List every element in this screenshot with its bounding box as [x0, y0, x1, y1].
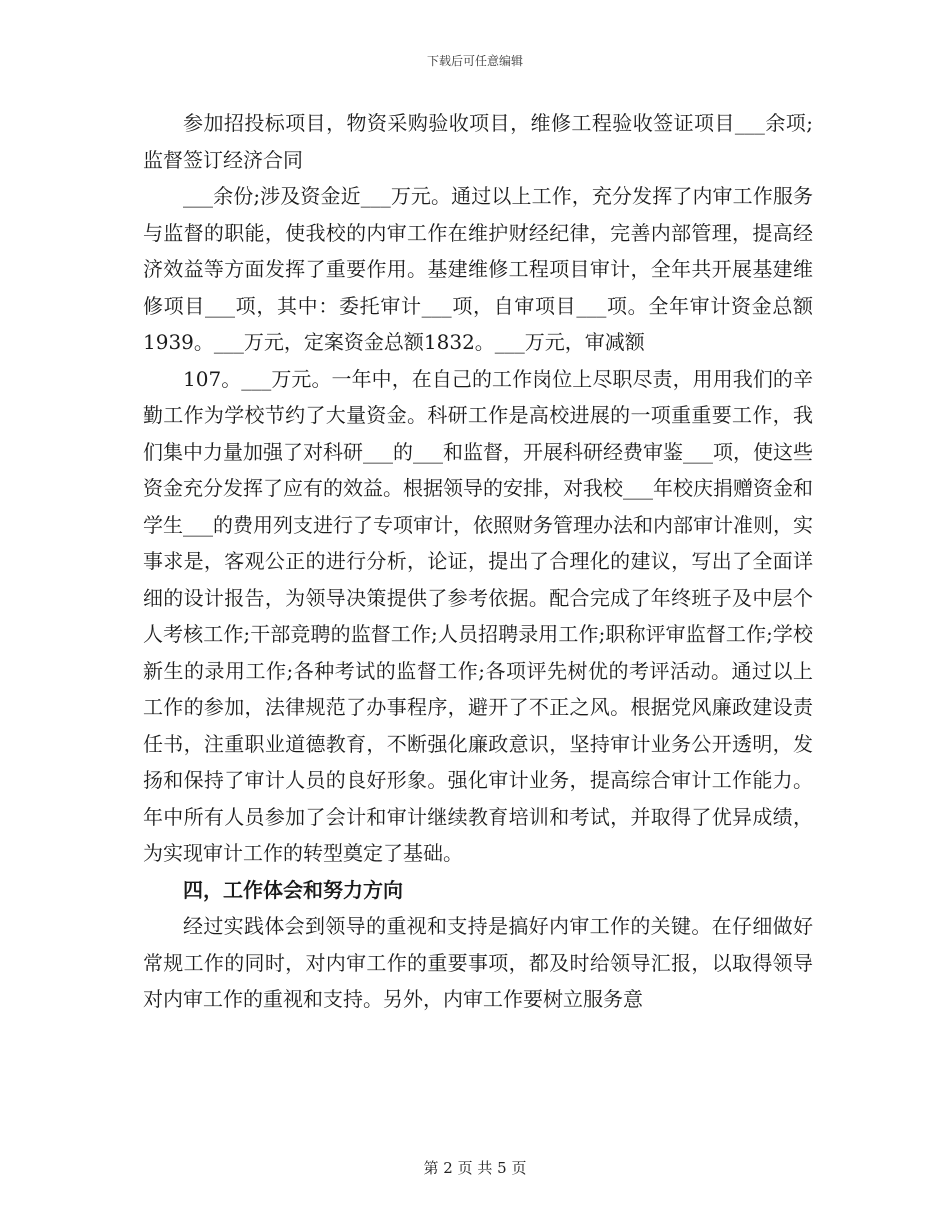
document-body	[143, 105, 813, 1018]
page-number: 第 2 页 共 5 页	[423, 1159, 527, 1177]
paragraph: 107。___万元。一年中，在自己的工作岗位上尽职尽责，用用我们的辛勤工作为学校节约了大量资金。科研工作是高校进展的一项重重要工作，我们集中力量加强了对科研___的___和监督，开展科研经费审鉴___项，使这些资金充分发挥了应有的效益。根据领导的安排，对我校___年校庆捐赠资金和学生___的费用列支进行了专项审计，依照财务管理办法和内部审计准则，实事求是，客观公正的进行分析，论证，提出了合理化的建议，写出了全面详细的设计报告，为领导决策提供了参考依据。配合完成了年终班子及中层个人考核工作;干部竞聘的监督工作;人员招聘录用工作;职称评审监督工作;学校新生的录用工作;各种考试的监督工作;各项评先树优的考评活动。通过以上工作的参加，法律规范了办事程序，避开了不正之风。根据党风廉政建设责任书，注重职业道德教育，不断强化廉政意识，坚持审计业务公开透明，发扬和保持了审计人员的良好形象。强化审计业务，提高综合审计工作能力。年中所有人员参加了会计和审计继续教育培训和考试，并取得了优异成绩，为实现审计工作的转型奠定了基础。	[143, 366, 813, 865]
paragraph: 参加招投标项目，物资采购验收项目，维修工程验收签证项目___余项;监督签订经济合同	[143, 111, 813, 172]
paragraph: ___余份;涉及资金近___万元。通过以上工作，充分发挥了内审工作服务与监督的职能，使我校的内审工作在维护财经纪律，完善内部管理，提高经济效益等方面发挥了重要作用。基建维修工程项目审计，全年共开展基建维修项目___项，其中：委托审计___项，自审项目___项。全年审计资金总额1939。___万元，定案资金总额1832。___万元，审减额	[143, 184, 813, 354]
section-heading: 四，工作体会和努力方向	[183, 877, 403, 902]
paragraph: 经过实践体会到领导的重视和支持是搞好内审工作的关键。在仔细做好常规工作的同时，对内审工作的重要事项，都及时给领导汇报，以取得领导对内审工作的重视和支持。另外，内审工作要树立服务意	[143, 914, 813, 1011]
page-header: 下载后可任意编辑	[426, 54, 523, 68]
